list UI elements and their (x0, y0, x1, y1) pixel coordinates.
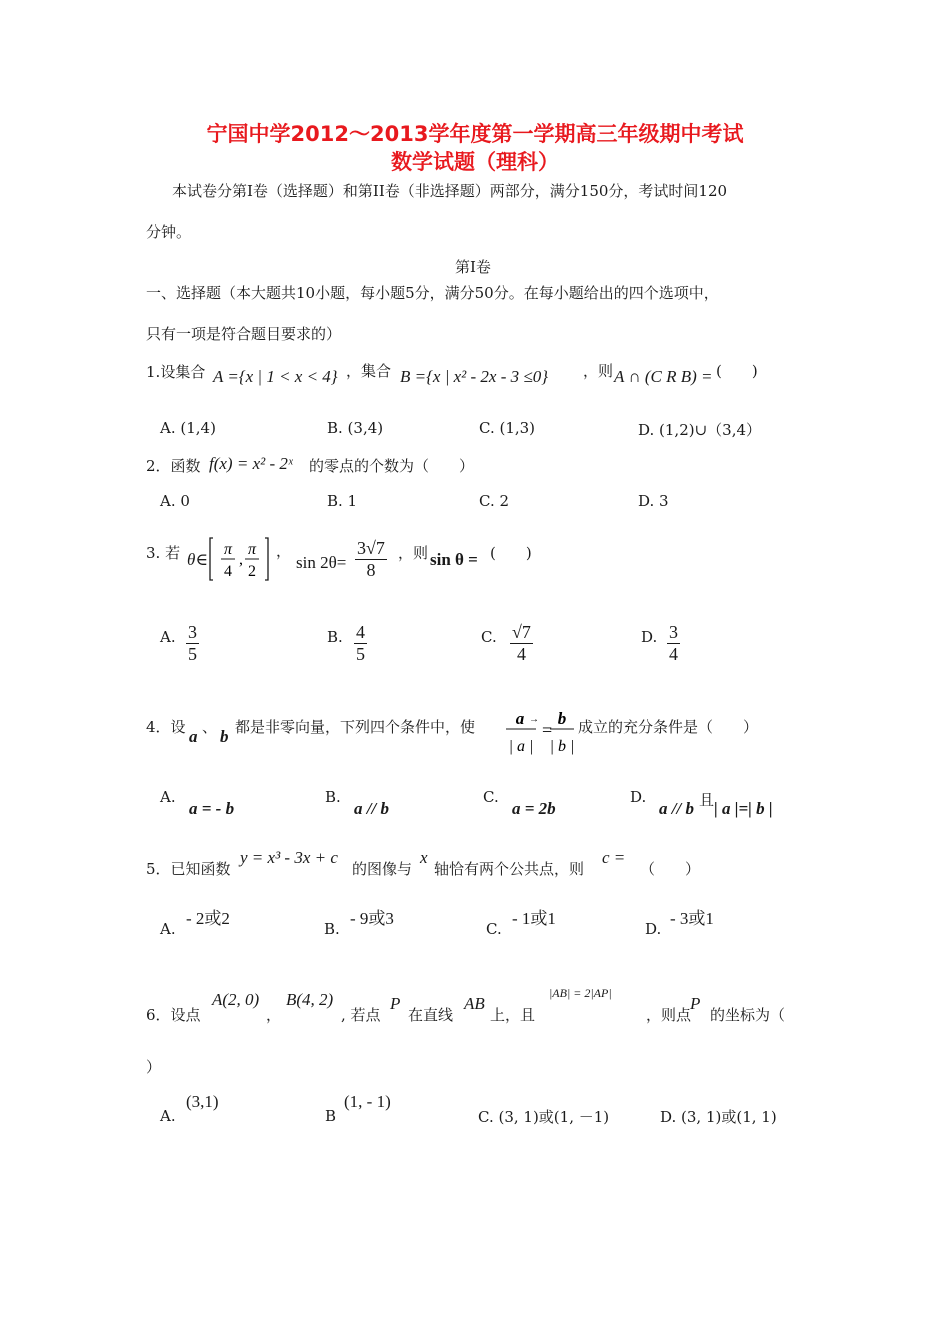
q4-option-a: a = - b (189, 799, 235, 818)
q3-fraction (355, 538, 387, 580)
q6-comma: ， (266, 1006, 282, 1024)
q4-option-d-mod: | a |=| b | (714, 799, 773, 818)
q4-option-b-label: B. (325, 788, 341, 806)
part-label: 第I卷 (455, 258, 491, 276)
q6-mid2: 在直线 (408, 1006, 454, 1024)
q3-option-d (667, 622, 680, 664)
svg-text:→: → (529, 714, 539, 725)
q3-interval (208, 536, 270, 582)
q6-point-a: A(2, 0) (212, 990, 260, 1009)
q5-function: y = x³ - 3x + c (240, 848, 338, 867)
q4-option-c-label: C. (483, 788, 499, 806)
q1-set-a: A ={x | 1 < x < 4} (213, 367, 338, 386)
q3-option-c-label: C. (481, 628, 497, 646)
q4-post: 成立的充分条件是（ ） (578, 718, 759, 736)
q5-option-c-label: C. (486, 920, 502, 938)
q6-then: ，则点 (646, 1006, 692, 1024)
q6-ab: AB (464, 994, 485, 1013)
q6-close: ） (146, 1058, 162, 1076)
svg-text:| b |: | b | (549, 738, 575, 755)
q4-option-d-label: D. (630, 788, 647, 806)
q6-condition: |AB| = 2|AP| (549, 986, 612, 1000)
q1-paren: ( ) (716, 362, 758, 380)
q3-opt-d-den: 4 (669, 643, 678, 664)
svg-text:| a |: | a | (508, 738, 534, 755)
q4-option-d: a // b (659, 799, 694, 818)
q5-c: c = (602, 848, 626, 867)
q5-option-b: - 9或3 (350, 909, 394, 928)
exam-subtitle: 数学试题（理科） (391, 150, 559, 174)
q4-option-c: a = 2b (512, 799, 556, 818)
q4-condition-formula (504, 707, 576, 757)
q4-vec-a: a (189, 727, 198, 746)
q5-option-b-label: B. (324, 920, 340, 938)
q3-sintheta: sin θ = (430, 550, 478, 569)
q3-paren: ( ) (490, 544, 532, 562)
q2-pre: 2．函数 (146, 457, 201, 475)
q1-option-a: A. (1,4) (160, 419, 216, 437)
q6-p: P (390, 994, 401, 1013)
interval-brackets (208, 536, 270, 582)
q3-sin2theta: sin 2θ= (296, 553, 347, 572)
q5-x: x (420, 848, 428, 867)
q3-opt-a-num: 3 (188, 622, 197, 642)
q4-option-b: a // b (354, 799, 389, 818)
q5-mid: 的图像与 (352, 860, 413, 878)
q5-option-a-label: A. (160, 920, 176, 938)
q4-mid: 都是非零向量，下列四个条件中，使 (235, 718, 476, 736)
q2-post: 的零点的个数为（ ） (309, 457, 475, 475)
q3-opt-c-num: √7 (512, 622, 531, 642)
section-heading-2: 只有一项是符合题目要求的） (146, 325, 342, 343)
q4-condition (504, 707, 576, 761)
q6-point-b: B(4, 2) (286, 990, 334, 1009)
intro-line-1: 本试卷分第I卷（选择题）和第II卷（非选择题）两部分，满分150分，考试时间120 (172, 182, 728, 200)
q6-p2: P (690, 994, 701, 1013)
question-1 (146, 361, 205, 382)
exam-title: 宁国中学2012～2013学年度第一学期高三年级期中考试 (206, 122, 744, 146)
section-heading-1: 一、选择题（本大题共10小题，每小题5分，满分50分。在每小题给出的四个选项中， (146, 284, 719, 302)
q6-mid: , 若点 (341, 1006, 381, 1024)
svg-text:,: , (239, 551, 243, 568)
q2-function: f(x) = x² - 2ˣ (209, 454, 293, 473)
svg-text:a: a (515, 709, 525, 728)
q5-option-d: - 3或1 (670, 909, 714, 928)
q6-option-d: D. (3, 1)或(1, 1) (660, 1108, 777, 1126)
q6-option-a: (3,1) (186, 1092, 219, 1111)
q3-option-b (354, 622, 367, 664)
q1-expression: A ∩ (C R B) = (614, 367, 713, 386)
q1-option-d: D. (1,2)∪（3,4） (638, 421, 762, 439)
q5-pre: 5．已知函数 (146, 860, 231, 878)
q5-paren: （ ） (640, 860, 701, 878)
q4-option-a-label: A. (160, 788, 176, 806)
q2-option-c: C. 2 (479, 492, 510, 510)
q2-option-a: A. 0 (160, 492, 190, 510)
svg-text:π: π (247, 541, 257, 558)
q1-then: ，则 (583, 362, 614, 380)
q1-mid: ，集合 (346, 362, 392, 380)
q3-theta-in: θ∈ (187, 550, 208, 569)
q3-pre: 3. 若 (146, 544, 181, 562)
q3-option-b-label: B. (327, 628, 343, 646)
q3-opt-d-num: 3 (669, 622, 678, 642)
svg-text:=: = (542, 720, 553, 740)
q3-option-d-label: D. (641, 628, 658, 646)
intro-line-2: 分钟。 (146, 223, 192, 241)
q4-pre: 4．设 (146, 718, 186, 736)
q6-option-a-label: A. (160, 1107, 176, 1125)
q5-option-c: - 1或1 (512, 909, 556, 928)
q1-number: 1. (146, 363, 161, 381)
q3-then: ，则 (398, 544, 429, 562)
q1-option-b: B. (3,4) (327, 419, 384, 437)
q5-mid2: 轴恰有两个公共点，则 (434, 860, 585, 878)
q1-pre: 设集合 (160, 363, 206, 381)
q4-vec-b: b (220, 727, 229, 746)
q3-option-a-label: A. (160, 628, 176, 646)
q3-option-c (510, 622, 533, 664)
svg-text:2: 2 (248, 563, 256, 580)
q2-option-d: D. 3 (638, 492, 669, 510)
svg-text:b: b (557, 709, 567, 728)
q6-option-c: C. (3, 1)或(1, －1) (478, 1108, 610, 1126)
q1-set-b: B ={x | x² - 2x - 3 ≤0} (400, 367, 549, 386)
q3-opt-b-den: 5 (356, 643, 365, 664)
q5-option-d-label: D. (645, 920, 662, 938)
q6-option-b: (1, - 1) (344, 1092, 391, 1111)
q3-frac-den: 8 (366, 559, 376, 580)
q4-option-d-tail: 且 (699, 791, 715, 809)
q4-sep: 、 (202, 718, 218, 736)
q6-mid3: 上，且 (490, 1006, 536, 1024)
q1-option-c: C. (1,3) (479, 419, 536, 437)
q3-frac-num: 3√7 (357, 538, 385, 558)
q2-option-b: B. 1 (327, 492, 358, 510)
q3-opt-b-num: 4 (356, 622, 365, 642)
q3-option-a (186, 622, 199, 664)
q6-post: 的坐标为（ (710, 1006, 786, 1024)
svg-text:π: π (223, 541, 233, 558)
q6-pre: 6．设点 (146, 1006, 201, 1024)
q5-option-a: - 2或2 (186, 909, 230, 928)
q6-option-b-label: B (325, 1107, 337, 1125)
q3-opt-a-den: 5 (188, 643, 197, 664)
q3-comma: ， (276, 542, 292, 560)
svg-text:4: 4 (224, 563, 232, 580)
q3-opt-c-den: 4 (516, 643, 526, 664)
